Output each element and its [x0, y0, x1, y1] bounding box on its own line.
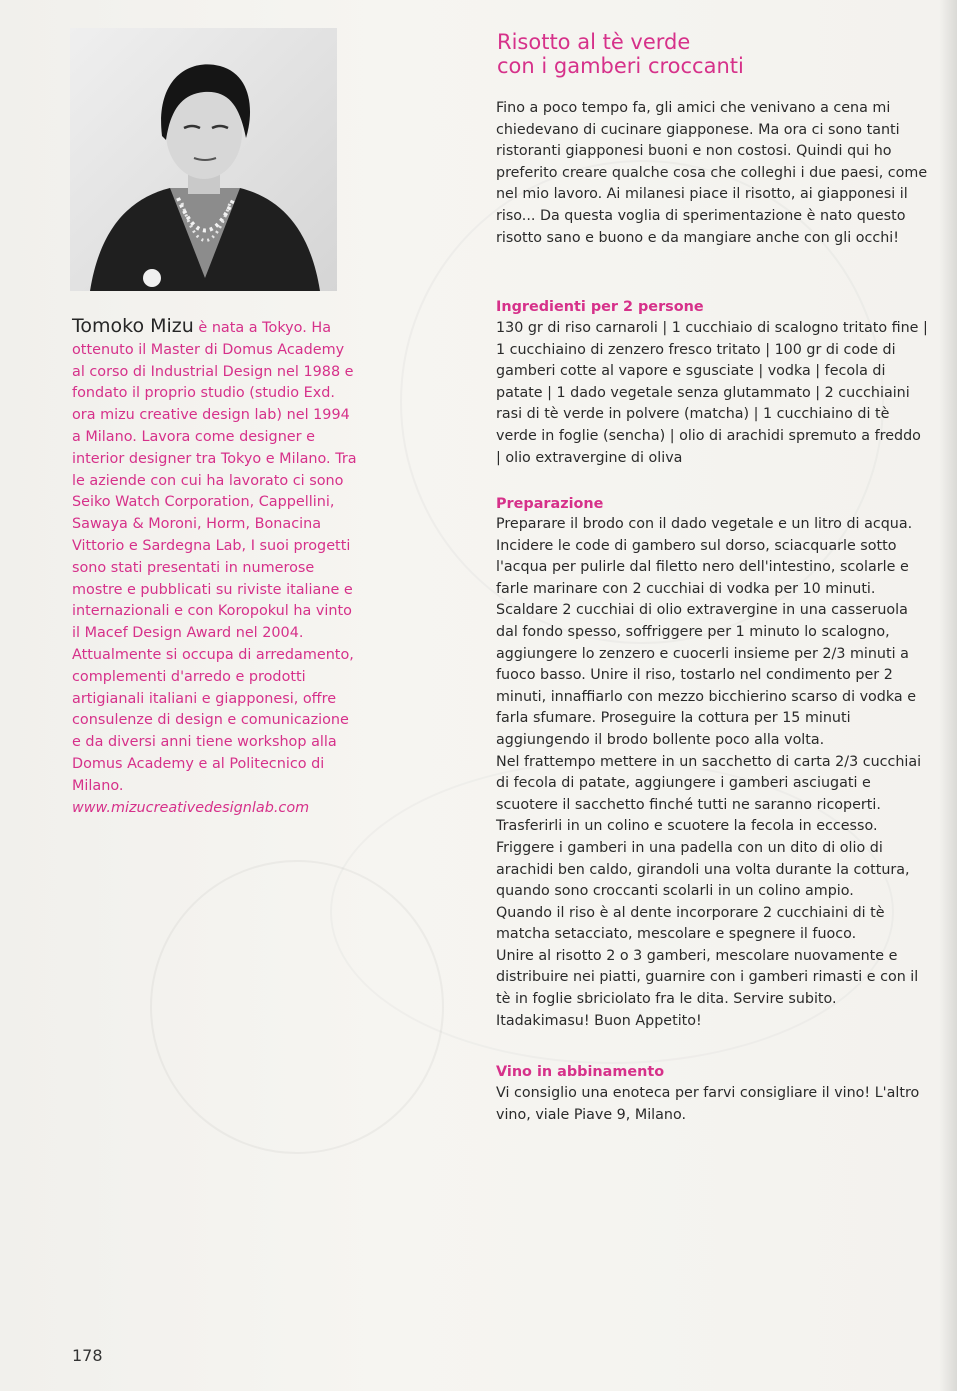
preparation-step: Itadakimasu! Buon Appetito! [496, 1012, 702, 1029]
preparation-step: Unire al risotto 2 o 3 gamberi, mescolare nuovamente e distribuire nei piatti, guarnire con i gamberi rimasti e con il tè in foglie sbriciolato fra le dita. Servire subito. [496, 947, 919, 1008]
ingredients-heading: Ingredienti per 2 persone [496, 299, 704, 315]
page-number: 178 [72, 1346, 103, 1365]
author-bio [72, 316, 357, 819]
recipe-title-line-1: Risotto al tè verde [497, 30, 691, 54]
portrait-image [70, 28, 337, 291]
wine-text: Vi consiglio una enoteca per farvi consigliare il vino! L'altro vino, viale Piave 9, Milano. [496, 1085, 920, 1123]
ingredients-list [496, 318, 928, 469]
wine-section [496, 1083, 928, 1126]
recipe-title [497, 30, 917, 78]
ingredients-text: 130 gr di riso carnaroli | 1 cucchiaio di scalogno tritato fine | 1 cucchiaino di zenzero fresco tritato | 100 gr di code di gamberi cotte al vapore e sgusciate | vodka | fecola di patate | 1 dado vegetale senza glutammato | 2 cucchiaini rasi di tè verde in polvere (matcha) | 1 cucchiaino di tè verde in foglie (sencha) | olio di arachidi spremuto a freddo | olio extravergine di oliva [496, 320, 928, 466]
preparation-heading: Preparazione [496, 496, 604, 512]
preparation-step: Friggere i gamberi in una padella con un dito di olio di arachidi ben caldo, girandoli una volta durante la cottura, quando sono croccanti scolarli in un colino ampio. [496, 839, 910, 900]
recipe-title-line-2: con i gamberi croccanti [497, 54, 744, 78]
page-edge-shadow [939, 0, 957, 1391]
author-portrait [70, 28, 337, 291]
preparation-step: Scaldare 2 cucchiai di olio extravergine in una casseruola dal fondo spesso, soffriggere per 1 minuto lo scalogno, aggiungere lo zenzero e cuocerli insieme per 2/3 minuti a fuoco basso. Unire il riso, tostarlo nel condimento per 2 minuti, innaffiarlo con mezzo bicchierino scarso di vodka e farla sfumare. Proseguire la cottura per 15 minuti aggiungendo il brodo bollente poco alla volta. [496, 602, 916, 748]
website-link[interactable]: www.mizucreativedesignlab.com [72, 799, 310, 816]
preparation-step: Preparare il brodo con il dado vegetale e un litro di acqua. [496, 516, 913, 532]
bio-text: è nata a Tokyo. Ha ottenuto il Master di Domus Academy al corso di Industrial Design nel 1988 e fondato il proprio studio (studio Exd. ora mizu creative design lab) nel 1994 a Milano. Lavora come designer e interior designer tra Tokyo e Milano. Tra le aziende con cui ha lavorato ci sono Seiko Watch Corporation, Cappellini, Sawaya & Moroni, Horm, Bonacina Vittorio e Sardegna Lab, I suoi progetti sono stati presentati in numerose mostre e pubblicati su riviste italiane e internazionali e con Koropokul ha vinto il Macef Design Award nel 2004. Attualmente si occupa di arredamento, complementi d'arredo e prodotti artigianali italiani e giapponesi, offre consulenze di design e comunicazione e da diversi anni tiene workshop alla Domus Academy e al Politecnico di Milano. [72, 320, 357, 794]
preparation-step: Incidere le code di gambero sul dorso, sciacquarle sotto l'acqua per pulirle dal filetto nero dell'intestino, scolarle e farle marinare con 2 cucchiai di vodka per 10 minuti. [496, 537, 909, 597]
recipe-intro [496, 98, 928, 249]
intro-paragraph: Fino a poco tempo fa, gli amici che venivano a cena mi chiedevano di cucinare giapponese. Ma ora ci sono tanti ristoranti giapponesi buoni e non costosi. Quindi qui ho preferito creare qualche cosa che colleghi i due paesi, come nel mio lavoro. Ai milanesi piace il risotto, ai giapponesi il riso... Da questa voglia di sperimentazione è nato questo risotto sano e buono e da mangiare anche con gli occhi! [496, 100, 928, 246]
preparation-step: Nel frattempo mettere in un sacchetto di carta 2/3 cucchiai di fecola di patate, aggiungere i gamberi asciugati e scuotere il sacchetto finché tutti ne saranno ricoperti. Trasferirli in un colino e scuotere la fecola in eccesso. [496, 753, 922, 835]
wine-heading: Vino in abbinamento [496, 1064, 665, 1080]
preparation-steps [496, 514, 928, 1032]
preparation-step: Quando il riso è al dente incorporare 2 cucchiaini di tè matcha setacciato, mescolare e spegnere il fuoco. [496, 904, 885, 943]
author-name: Tomoko Mizu [72, 315, 194, 337]
